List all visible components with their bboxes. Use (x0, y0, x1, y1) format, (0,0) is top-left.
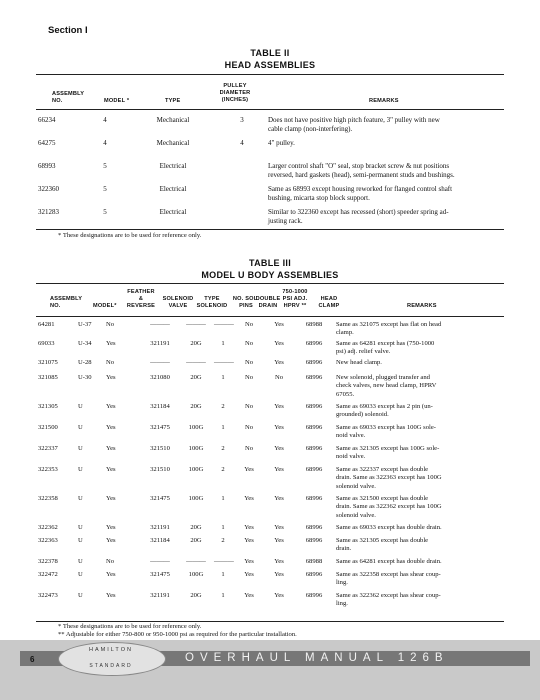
solenoid-valve-cell: 321475 (150, 424, 170, 431)
hprv-cell: Yes (274, 445, 284, 452)
model-cell: U-37 (78, 321, 92, 328)
assembly-no-cell: 68993 (38, 162, 56, 170)
model-cell: 5 (103, 208, 107, 216)
header-line: & (138, 296, 144, 303)
remarks-line: ling. (336, 579, 348, 587)
model-cell: U-28 (78, 359, 92, 366)
model-cell: U-30 (78, 374, 92, 381)
header-line: MODEL* (93, 303, 117, 309)
t3-header-remarks (407, 303, 437, 310)
table3-footnote-1: * These designations are to be used for reference only. (58, 623, 202, 630)
head-clamp-cell: 68996 (305, 374, 323, 381)
table-row (36, 558, 504, 571)
head-clamp-cell: 68996 (305, 424, 323, 431)
head-clamp-cell: 68996 (305, 592, 323, 599)
type-solenoid-cell: 20G (190, 403, 202, 410)
assembly-no-cell: 321085 (38, 374, 58, 381)
remarks-line: Same as 69033 except has double drain. (336, 524, 442, 531)
table2-body (36, 116, 504, 231)
model-cell: 5 (103, 185, 107, 193)
double-drain-cell: No (244, 374, 254, 381)
header-line: ASSEMBLY (50, 296, 83, 302)
table-row (36, 424, 504, 445)
remarks-line: solenoid valve. (336, 482, 376, 490)
header-line: DOUBLE (255, 296, 281, 302)
remarks-cell (334, 340, 504, 359)
table3-top-rule (36, 283, 504, 284)
model-cell: U-34 (78, 340, 92, 347)
model-cell: U (78, 558, 83, 565)
assembly-no-cell: 69033 (38, 340, 55, 347)
t3-header-assembly (50, 296, 82, 310)
hprv-cell: Yes (274, 466, 284, 473)
remarks-line: 4" pulley. (268, 139, 295, 147)
header-line: ASSEMBLY (52, 91, 85, 97)
remarks-line: Same as 64281 except has (750-1000 (336, 340, 435, 347)
pins-cell: 2 (221, 466, 225, 473)
header-line: (INCHES) (221, 97, 249, 104)
remarks-line: Same as 321305 except has double (336, 537, 429, 544)
remarks-line: psi) adj. relief valve. (336, 348, 391, 356)
remarks-line: Same as 321305 except has 100G sole- (336, 445, 440, 452)
solenoid-valve-cell: 321191 (150, 524, 170, 531)
double-drain-cell: No (244, 424, 254, 431)
remarks-cell (334, 359, 504, 374)
remarks-line: drain. (336, 545, 352, 553)
double-drain-cell: No (244, 340, 254, 347)
table3-body (36, 321, 504, 613)
type-cell: Electrical (159, 185, 187, 193)
model-cell: U (78, 592, 83, 599)
pins-cell: 1 (221, 495, 225, 502)
remarks-cell (334, 374, 504, 403)
double-drain-cell: Yes (244, 495, 254, 502)
type-solenoid-cell: 100G (188, 466, 204, 473)
header-line: PSI ADJ. (282, 296, 308, 303)
assembly-no-cell: 321075 (38, 359, 58, 366)
pulley-cell (218, 162, 266, 185)
solenoid-valve-cell: 321475 (150, 571, 170, 578)
remarks-cell (334, 495, 504, 524)
assembly-no-cell: 322363 (38, 537, 58, 544)
type-solenoid-cell: 100G (188, 445, 204, 452)
assembly-no-cell: 322378 (38, 558, 58, 565)
header-line: NO. (52, 98, 63, 105)
t3-header-feather (122, 289, 160, 311)
remarks-cell (266, 208, 504, 231)
remarks-line: Same as 69033 except has 100G sole- (336, 424, 436, 431)
t3-header-type-solenoid (192, 296, 232, 310)
head-clamp-cell: 68996 (305, 495, 323, 502)
head-clamp-cell: 68996 (305, 340, 323, 347)
assembly-no-cell: 321305 (38, 403, 58, 410)
header-line: NO. SOL. (232, 296, 260, 302)
hprv-cell: Yes (274, 537, 284, 544)
model-cell: U (78, 537, 83, 544)
remarks-cell (334, 445, 504, 466)
type-solenoid-cell: 20G (190, 537, 202, 544)
solenoid-valve-cell: 321184 (150, 403, 170, 410)
remarks-line: clamp. (336, 329, 354, 337)
table2-header-rule (36, 109, 504, 110)
remarks-line: drain. Same as 322363 except has 100G (336, 474, 442, 482)
head-clamp-cell: 68996 (305, 524, 323, 531)
pins-cell: ——— (214, 359, 234, 366)
table-row (36, 537, 504, 558)
head-clamp-cell: 68988 (305, 321, 323, 328)
solenoid-valve-cell: 321191 (150, 592, 170, 599)
pins-cell: 2 (221, 445, 225, 452)
header-line: DRAIN (258, 303, 278, 310)
feather-cell: Yes (106, 571, 116, 578)
type-solenoid-cell: 100G (188, 571, 204, 578)
remarks-line: bushing, micarta stop block support. (268, 193, 370, 202)
assembly-no-cell: 321500 (38, 424, 58, 431)
t2-header-model (104, 98, 129, 105)
remarks-line: drain. Same as 322362 except has 100G (336, 503, 442, 511)
feather-cell: Yes (106, 495, 116, 502)
head-clamp-cell: 68996 (305, 359, 323, 366)
solenoid-valve-cell: 321475 (150, 495, 170, 502)
type-solenoid-cell: 100G (188, 495, 204, 502)
remarks-cell (334, 424, 504, 445)
double-drain-cell: Yes (244, 592, 254, 599)
head-clamp-cell: 68988 (305, 558, 323, 565)
model-cell: U (78, 445, 83, 452)
header-line: PULLEY (223, 83, 247, 89)
table-row (36, 340, 504, 359)
remarks-line: reversed, hard gaskets (head), semi-permanent studs and bushings. (268, 170, 455, 179)
remarks-cell (266, 116, 504, 139)
header-line: NO. (50, 303, 61, 310)
double-drain-cell: No (244, 359, 254, 366)
table-row (36, 495, 504, 524)
pins-cell: 1 (221, 571, 225, 578)
table-row (36, 524, 504, 537)
double-drain-cell: Yes (244, 558, 254, 565)
table3-bottom-rule (36, 621, 504, 622)
table-row (36, 116, 504, 139)
remarks-line: Same as 321500 except has double (336, 495, 429, 502)
hprv-cell: Yes (274, 424, 284, 431)
pins-cell: ——— (214, 558, 234, 565)
table-row (36, 162, 504, 185)
assembly-no-cell: 322362 (38, 524, 58, 531)
feather-cell: Yes (106, 592, 116, 599)
type-solenoid-cell: 20G (190, 374, 202, 381)
model-cell: U (78, 495, 83, 502)
type-solenoid-cell: 20G (190, 524, 202, 531)
feather-cell: Yes (106, 537, 116, 544)
table3-title: TABLE III (248, 258, 292, 268)
remarks-line: justing rack. (268, 216, 303, 225)
pins-cell: 1 (221, 524, 225, 531)
remarks-line: New solenoid, plugged transfer and (336, 374, 430, 381)
model-cell: U (78, 466, 83, 473)
hprv-cell: No (274, 374, 284, 381)
remarks-cell (266, 185, 504, 208)
remarks-line: Same as 321075 except has flat on head (336, 321, 442, 328)
t2-header-pulley (205, 83, 265, 105)
feather-cell: Yes (106, 374, 116, 381)
header-line: VALVE (168, 303, 188, 310)
header-line: REVERSE (126, 303, 156, 310)
hprv-cell: Yes (274, 359, 284, 366)
header-line: FEATHER (127, 289, 155, 295)
feather-cell: Yes (106, 340, 116, 347)
model-cell: 4 (103, 116, 107, 124)
table2-bottom-rule (36, 229, 504, 230)
remarks-cell (334, 321, 504, 340)
logo-text-bottom: STANDARD (89, 663, 133, 669)
hprv-cell: Yes (274, 495, 284, 502)
hprv-cell: Yes (274, 403, 284, 410)
header-line: REMARKS (407, 303, 437, 309)
header-line: SOLENOID (162, 296, 194, 302)
table-row (36, 359, 504, 374)
hprv-cell: Yes (274, 558, 284, 565)
header-line: PINS (239, 303, 253, 310)
type-solenoid-cell: ——— (186, 321, 206, 328)
type-cell: Electrical (159, 162, 187, 170)
remarks-line: noid valve. (336, 432, 366, 440)
hprv-cell: Yes (274, 571, 284, 578)
head-clamp-cell: 68996 (305, 571, 323, 578)
header-line: SOLENOID (196, 303, 228, 310)
hprv-cell: Yes (274, 321, 284, 328)
remarks-line: ling. (336, 600, 348, 608)
t2-header-assembly (52, 91, 84, 105)
remarks-line: Same as 322358 except has shear coup- (336, 571, 441, 578)
model-cell: 4 (103, 139, 107, 147)
solenoid-valve-cell: ——— (150, 359, 170, 366)
assembly-no-cell: 322473 (38, 592, 58, 599)
type-solenoid-cell: ——— (186, 359, 206, 366)
double-drain-cell: Yes (244, 571, 254, 578)
remarks-cell (334, 524, 504, 537)
model-cell: U (78, 403, 83, 410)
remarks-line: check valves, new head clamp, HPRV (336, 382, 437, 390)
page-number: 6 (30, 655, 35, 664)
solenoid-valve-cell: 321184 (150, 537, 170, 544)
type-solenoid-cell: 20G (190, 340, 202, 347)
table3-footnote-2: ** Adjustable for either 750-800 or 950-1000 psi as required for the particular installation. (58, 631, 297, 638)
double-drain-cell: No (244, 321, 254, 328)
remarks-line: Does not have positive high pitch feature, 3" pulley with new (268, 116, 440, 124)
feather-cell: Yes (106, 445, 116, 452)
assembly-no-cell: 322358 (38, 495, 58, 502)
pins-cell: 1 (221, 340, 225, 347)
head-clamp-cell: 68996 (305, 537, 323, 544)
table2-footnote: * These designations are to be used for reference only. (58, 232, 202, 239)
remarks-line: Same as 69033 except has 2 pin (un- (336, 403, 433, 410)
feather-cell: Yes (106, 424, 116, 431)
remarks-cell (334, 592, 504, 613)
assembly-no-cell: 321283 (38, 208, 59, 216)
table3-subtitle: MODEL U BODY ASSEMBLIES (201, 270, 339, 280)
table3-header-rule (36, 316, 504, 317)
remarks-line: Same as 68993 except housing reworked for flanged control shaft (268, 185, 453, 193)
double-drain-cell: No (244, 445, 254, 452)
header-line: CLAMP (318, 303, 340, 310)
assembly-no-cell: 322472 (38, 571, 58, 578)
double-drain-cell: Yes (244, 524, 254, 531)
remarks-cell (334, 466, 504, 495)
pins-cell: 1 (221, 424, 225, 431)
table-row (36, 592, 504, 613)
table2-title: TABLE II (250, 48, 290, 58)
model-cell: U (78, 571, 83, 578)
remarks-cell (334, 571, 504, 592)
assembly-no-cell: 322337 (38, 445, 58, 452)
feather-cell: Yes (106, 403, 116, 410)
header-line: TYPE (204, 296, 220, 302)
model-cell: 5 (103, 162, 107, 170)
type-cell: Electrical (159, 208, 187, 216)
logo-text-top: HAMILTON (89, 647, 133, 653)
remarks-line: Similar to 322360 except has recessed (short) speeder spring ad- (268, 208, 449, 216)
head-clamp-cell: 68996 (305, 466, 323, 473)
header-line: TYPE (165, 98, 181, 104)
assembly-no-cell: 322353 (38, 466, 58, 473)
pins-cell: 2 (221, 403, 225, 410)
assembly-no-cell: 66234 (38, 116, 56, 124)
remarks-line: grounded) solenoid. (336, 411, 389, 419)
table-row (36, 403, 504, 424)
t3-header-model (93, 303, 117, 310)
t3-header-head-clamp (312, 296, 346, 310)
solenoid-valve-cell: 321510 (150, 445, 170, 452)
header-line: MODEL * (104, 98, 130, 104)
pins-cell: 1 (221, 374, 225, 381)
type-solenoid-cell: 100G (188, 424, 204, 431)
remarks-cell (266, 162, 504, 185)
double-drain-cell: No (244, 403, 254, 410)
table-row (36, 445, 504, 466)
double-drain-cell: Yes (244, 466, 254, 473)
remarks-cell (334, 403, 504, 424)
header-line: HPRV ** (283, 303, 307, 310)
header-line: 750-1000 (282, 289, 308, 295)
model-cell: U (78, 524, 83, 531)
feather-cell: Yes (106, 524, 116, 531)
pulley-cell: 3 (240, 116, 244, 124)
pins-cell: 1 (221, 592, 225, 599)
hprv-cell: Yes (274, 524, 284, 531)
solenoid-valve-cell: 321510 (150, 466, 170, 473)
feather-cell: Yes (106, 466, 116, 473)
model-cell: U (78, 424, 83, 431)
table-row (36, 374, 504, 403)
feather-cell: No (106, 321, 115, 328)
solenoid-valve-cell: 321191 (150, 340, 170, 347)
feather-cell: No (106, 359, 115, 366)
remarks-line: Larger control shaft "O" seal, stop bracket screw & nut positions (268, 162, 450, 170)
table2-subtitle: HEAD ASSEMBLIES (224, 60, 316, 70)
remarks-line: New head clamp. (336, 359, 382, 366)
remarks-cell (334, 537, 504, 558)
type-solenoid-cell: 20G (190, 592, 202, 599)
t2-header-type (165, 98, 180, 105)
solenoid-valve-cell: ——— (150, 321, 170, 328)
header-line: REMARKS (369, 98, 399, 104)
solenoid-valve-cell: ——— (150, 558, 170, 565)
table-row (36, 321, 504, 340)
type-cell: Mechanical (156, 116, 190, 124)
table-row (36, 466, 504, 495)
assembly-no-cell: 64281 (38, 321, 55, 328)
remarks-line: Same as 322362 except has shear coup- (336, 592, 441, 599)
pins-cell: 2 (221, 537, 225, 544)
hprv-cell: Yes (274, 340, 284, 347)
double-drain-cell: Yes (244, 537, 254, 544)
remarks-cell (266, 139, 504, 162)
pins-cell: ——— (214, 321, 234, 328)
remarks-line: 67055. (336, 390, 355, 398)
pulley-cell (218, 185, 266, 208)
table-row (36, 208, 504, 231)
hprv-cell: Yes (274, 592, 284, 599)
assembly-no-cell: 64275 (38, 139, 56, 147)
table-row (36, 139, 504, 162)
remarks-cell (334, 558, 504, 571)
remarks-line: noid valve. (336, 453, 366, 461)
t2-header-remarks (369, 98, 399, 105)
header-line: DIAMETER (219, 90, 251, 97)
pulley-cell (218, 208, 266, 231)
head-clamp-cell: 68996 (305, 403, 323, 410)
table-row (36, 571, 504, 592)
feather-cell: No (106, 558, 115, 565)
header-line: HEAD (320, 296, 338, 302)
type-solenoid-cell: ——— (186, 558, 206, 565)
head-clamp-cell: 68996 (305, 445, 323, 452)
remarks-line: Same as 322337 except has double (336, 466, 429, 473)
pulley-cell: 4 (240, 139, 244, 147)
manual-title: OVERHAUL MANUAL 126B (185, 652, 449, 664)
solenoid-valve-cell: 321080 (150, 374, 170, 381)
section-label: Section I (48, 25, 88, 36)
remarks-line: solenoid valve. (336, 511, 376, 519)
type-cell: Mechanical (156, 139, 190, 147)
table-row (36, 185, 504, 208)
remarks-line: cable clamp (non-interfering). (268, 124, 353, 133)
remarks-line: Same as 64281 except has double drain. (336, 558, 442, 565)
t3-header-hprv (277, 289, 313, 311)
table2-top-rule (36, 74, 504, 75)
assembly-no-cell: 322360 (38, 185, 59, 193)
